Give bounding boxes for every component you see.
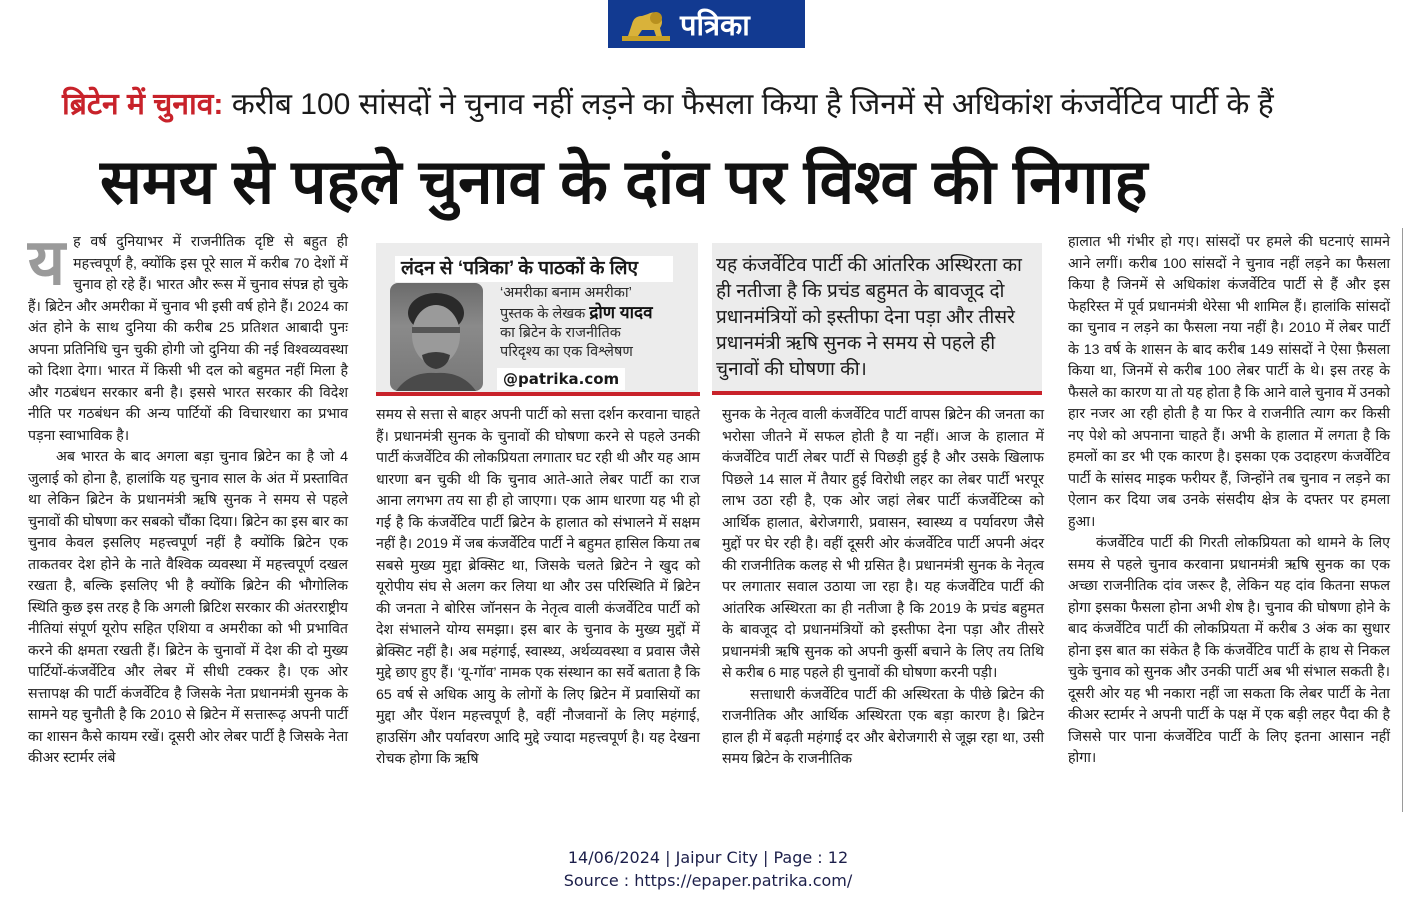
column-rule (1402, 228, 1403, 812)
paragraph: ह वर्ष दुनियाभर में राजनीतिक दृष्टि से बहुत ही महत्त्वपूर्ण है, क्योंकि इस पूरे साल में करीब 70 देशों में चुनाव हो रहे हैं। भारत और रूस में चुनाव संपन्न हो चुके हैं। ब्रिटेन और अमरीका में चुनाव भी इसी वर्ष होने हैं। 2024 का अंत होने के साथ दुनिया की करीब 25 प्रतिशत आबादी पुनः अपना प्रतिनिधि चुन चुकी होगी जो दुनिया की नई विश्वव्यवस्था को दिशा देगा। भारत में किसी भी दल को बहुमत नहीं मिला है और गठबंधन सरकार बनी है। इससे भारत सरकार की विदेश नीति पर गठबंधन की अन्य पार्टियों की विचारधारा का प्रभाव पड़ना स्वाभाविक है। (28, 234, 348, 444)
article-column-2 (376, 405, 700, 771)
paragraph: सुनक के नेतृत्व वाली कंजर्वेटिव पार्टी वापस ब्रिटेन की जनता का भरोसा जीतने में सफल होती है या नहीं। आज के हालात में कंजर्वेटिव पार्टी लेबर पार्टी से पिछड़ी हुई है और उसके खिलाफ पिछले 14 साल में तैयार हुई विरोधी लहर का लेबर पार्टी भरपूर लाभ उठा रही है, एक ओर जहां लेबर पार्टी कंजर्वेटिव्स को आर्थिक हालात, बेरोजगारी, प्रवासन, स्वास्थ्य व पर्यावरण जैसे मुद्दों पर घेर रही है। वहीं दूसरी ओर कंजर्वेटिव पार्टी अपनी अंदर की राजनीतिक कलह से भी ग्रसित है। प्रधानमंत्री सुनक के नेतृत्व पर लगातार सवाल उठाया जा रहा है। यह कंजर्वेटिव पार्टी की आंतरिक अस्थिरता का ही नतीजा है कि 2019 के प्रचंड बहुमत के बावजूद दो प्रधानमंत्रियों को इस्तीफा देना पड़ा और तीसरे प्रधानमंत्री ऋषि सुनक को अपनी कुर्सी बचाने के लिए तय तिथि से करीब 6 माह पहले ही चुनावों की घोषणा करनी पड़ी। (722, 407, 1044, 681)
source-line: Source : https://epaper.patrika.com/ (563, 871, 853, 890)
article-column-3 (722, 405, 1044, 771)
author-photo (390, 283, 483, 391)
author-info (500, 284, 690, 362)
author-line (500, 303, 690, 324)
website-handle: @patrika.com (497, 368, 625, 390)
article-column-1 (28, 226, 348, 770)
lion-icon (618, 4, 674, 44)
article-column-4 (1068, 232, 1390, 770)
kicker-text: करीब 100 सांसदों ने चुनाव नहीं लड़ने का फैसला किया है जिनमें से अधिकांश कंजर्वेटिव पार्टी के हैं (231, 88, 1274, 121)
book-title: ‘अमरीका बनाम अमरीका’ (500, 285, 632, 301)
paragraph: हालात भी गंभीर हो गए। सांसदों पर हमले की घटनाएं सामने आने लगीं। करीब 100 सांसदों ने चुनाव नहीं लड़ने का फैसला किया है जिनमें से अधिकांश कंजर्वेटिव पार्टी से हैं और इस फेहरिस्त में पूर्व प्रधानमंत्री थेरेसा भी शामिल हैं। हालांकि सांसदों का चुनाव न लड़ने का फैसला नया नहीं है। 2010 में लेबर पार्टी के 13 वर्ष के शासन के बाद करीब 149 सांसदों ने ऐसा फ़ैसला किया था, जिनमें से करीब 100 लेबर पार्टी के थे। इस तरह के फैसले का कारण या तो यह होता है कि आने वाले चुनाव में उनको हार नजर आ रही होती है या फिर वे राजनीति त्याग कर किसी नए पेशे को अपनाना चाहते हैं। अभी के हालात में लगता है कि हमलों का डर भी एक कारण है। इसका एक उदाहरण कंजर्वेटिव पार्टी के सांसद माइक फरीयर हैं, जिन्होंने तब चुनाव न लड़ने का ऐलान कर दिया जब उनके संसदीय क्षेत्र के दफ्तर पर हमला हुआ। (1068, 234, 1390, 530)
kicker-label: ब्रिटेन में चुनाव: (62, 88, 224, 121)
footer (0, 846, 1416, 892)
red-divider (712, 391, 1042, 395)
paragraph: सत्ताधारी कंजर्वेटिव पार्टी की अस्थिरता के पीछे ब्रिटेन की राजनीतिक और आर्थिक अस्थिरता एक बड़ा कारण है। ब्रिटेन हाल ही में बढ़ती महंगाई दर और बेरोजगारी से जूझ रहा था, उसी समय ब्रिटेन के राजनीतिक (722, 686, 1044, 767)
red-divider (376, 392, 700, 396)
paragraph: अब भारत के बाद अगला बड़ा चुनाव ब्रिटेन का है जो 4 जुलाई को होना है, हालांकि यह चुनाव साल के अंत में प्रस्तावित था लेकिन ब्रिटेन के प्रधानमंत्री ऋषि सुनक ने समय से पहले चुनावों की घोषणा कर सबको चौंका दिया। ब्रिटेन का इस बार का चुनाव केवल इसलिए महत्त्वपूर्ण नहीं है क्योंकि ब्रिटेन एक ताकतवर देश होने के नाते वैश्विक व्यवस्था में महत्त्वपूर्ण दखल रखता है, बल्कि इसलिए भी है क्योंकि ब्रिटेन की भौगोलिक स्थिति कुछ इस तरह है कि अगली ब्रिटिश सरकार की अंतरराष्ट्रीय नीतियां संपूर्ण यूरोप सहित एशिया व अमरीका को भी प्रभावित करने की क्षमता रखती हैं। ब्रिटेन के चुनावों में देश की दो मुख्य पार्टियों-कंजर्वेटिव और लेबर में सीधी टक्कर है। एक ओर सत्तापक्ष की पार्टी कंजर्वेटिव है जिसके नेता प्रधानमंत्री सुनक के सामने यह चुनौती है कि 2010 से ब्रिटेन में सत्तारूढ़ अपनी पार्टी का शासन कैसे कायम रखें। दूसरी ओर लेबर पार्टी है जिसके नेता कीअर स्टार्मर लंबे (28, 449, 348, 766)
person-silhouette-icon (390, 283, 483, 391)
pull-quote: यह कंजर्वेटिव पार्टी की आंतरिक अस्थिरता का ही नतीजा है कि प्रचंड बहुमत के बावजूद दो प्रधानमंत्रियों को इस्तीफा देना पड़ा और तीसरे प्रधानमंत्री ऋषि सुनक ने समय से पहले ही चुनावों की घोषणा की। (716, 255, 1022, 380)
author-line-3: का ब्रिटेन के राजनीतिक (500, 325, 621, 341)
headline: समय से पहले चुनाव के दांव पर विश्व की निगाह (100, 148, 1148, 217)
author-box-title: लंदन से ‘पत्रिका’ के पाठकों के लिए (395, 256, 673, 282)
paragraph: कंजर्वेटिव पार्टी की गिरती लोकप्रियता को थामने के लिए समय से पहले चुनाव करवाना प्रधानमंत्री ऋषि सुनक का एक अच्छा राजनीतिक दांव जरूर है, लेकिन यह दांव कितना सफल होगा इसका फैसला होना अभी शेष है। चुनाव की घोषणा होने के बाद कंजर्वेटिव पार्टी की लोकप्रियता में करीब 3 अंक का सुधार होना इस बात का संकेत है कि कंजर्वेटिव पार्टी के हाथ से निकल चुके चुनाव को सुनक और उनकी पार्टी अब भी संभाल सकती है। दूसरी ओर यह भी नकारा नहीं जा सकता कि लेबर पार्टी के नेता कीअर स्टार्मर ने अपनी पार्टी के पक्ष में एक बड़ी लहर पैदा की है जिससे पार पाना कंजर्वेटिव पार्टी के लिए इतना आसान नहीं होगा। (1068, 535, 1390, 766)
brand-name: पत्रिका (680, 7, 750, 42)
author-line-4: परिदृश्य का एक विश्लेषण (500, 344, 633, 360)
drop-cap: य (28, 226, 66, 298)
kicker (62, 82, 1402, 123)
paragraph: समय से सत्ता से बाहर अपनी पार्टी को सत्ता दर्शन करवाना चाहते हैं। प्रधानमंत्री सुनक के चुनावों की घोषणा करने से पहले उनकी पार्टी कंजर्वेटिव की लोकप्रियता लगातार घट रही थी और यह आम धारणा बन चुकी थी कि चुनाव आते-आते लेबर पार्टी का राज आना लगभग तय सा ही हो जाएगा। एक आम धारणा यह भी हो गई है कि कंजर्वेटिव पार्टी ब्रिटेन के हालात को संभालने में सक्षम नहीं है। 2019 में जब कंजर्वेटिव पार्टी ने बहुमत हासिल किया तब सबसे मुख्य मुद्दा ब्रेक्सिट था, जिसके चलते ब्रिटेन ने खुद को यूरोपीय संघ से अलग कर लिया था और उस परिस्थिति में ब्रिटेन की जनता ने बोरिस जॉनसन के नेतृत्व वाली कंजर्वेटिव पार्टी को देश संभालने योग्य समझा। इस बार के चुनाव के मुख्य मुद्दों में ब्रेक्सिट नहीं है। अब महंगाई, स्वास्थ्य, अर्थव्यवस्था व प्रवास जैसे मुद्दे छाए हुए हैं। ‘यू-गॉव’ नामक एक संस्थान का सर्वे बताता है कि 65 वर्ष से अधिक आयु के लोगों के लिए ब्रिटेन में प्रवासियों का मुद्दा और पेंशन महत्त्वपूर्ण है, वहीं नौजवानों के लिए महंगाई, हाउसिंग और पर्यावरण आदि मुद्दे ज्यादा महत्त्वपूर्ण है। यह देखना रोचक होगा कि ऋषि (376, 407, 700, 767)
author-name: द्रोण यादव (589, 303, 653, 322)
dateline: 14/06/2024 | Jaipur City | Page : 12 (567, 848, 849, 867)
masthead (608, 0, 805, 48)
author-prefix: पुस्तक के लेखक (500, 306, 586, 322)
